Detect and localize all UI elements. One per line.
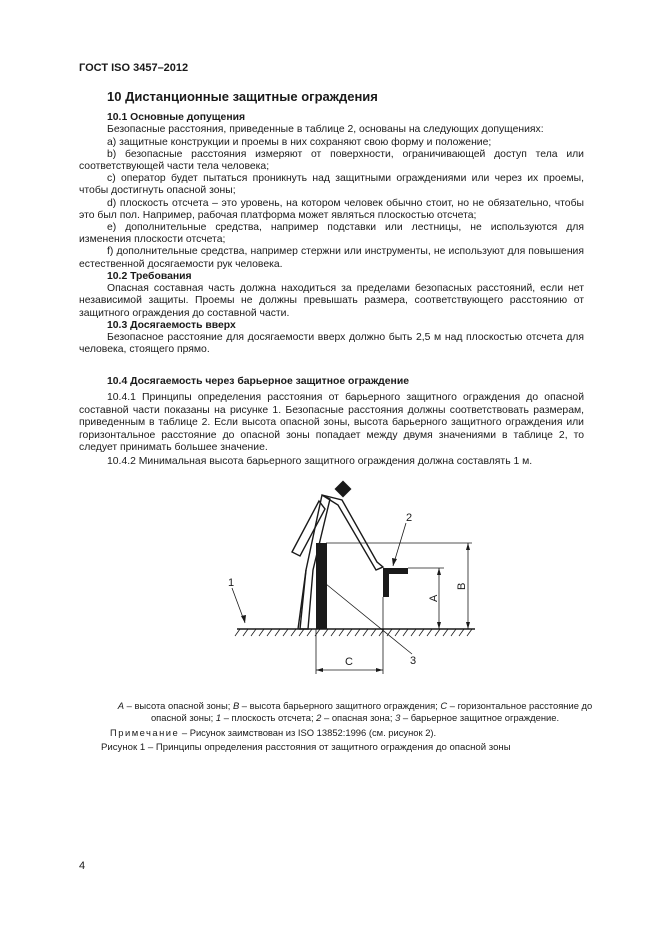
label-1: 1 xyxy=(228,577,235,589)
label-A: A xyxy=(428,594,440,602)
human-figure xyxy=(292,495,383,629)
figure-note xyxy=(110,727,436,738)
legend-C-text-cont: опасной зоны; xyxy=(150,712,216,723)
assumption-d: d) плоскость отсчета – это уровень, на котором человек обычно стоит, но не обязательно, чтобы это был пол. Например, рабочая платформа может являться плоскостью отсчета; xyxy=(79,197,584,221)
para-10-4-1: 10.4.1 Принципы определения расстояния от барьерного защитного ограждения до опасной составной части показаны на рисунке 1. Безопасные расстояния должны соответствовать размерам, приведенным в таблице 2. Если высота опасной зоны, высота барьерного защитного ограждения или горизонтальное расстояние до опасной зоны попадает между двумя значениями в таблице 2, то следует принимать большее значение. xyxy=(79,392,584,454)
legend-A-text: – высота опасной зоны; xyxy=(124,700,233,711)
heading-10-4: 10.4 Досягаемость через барьерное защитное ограждение xyxy=(107,376,409,387)
label-2: 2 xyxy=(406,512,413,524)
label-C: C xyxy=(345,656,353,668)
legend-3-text: – барьерное защитное ограждение. xyxy=(400,712,560,723)
assumption-a: а) защитные конструкции и проемы в них сохраняют свою форму и положение; xyxy=(107,136,492,148)
page-number: 4 xyxy=(79,860,86,872)
heading-10-2: 10.2 Требования xyxy=(107,270,192,282)
para-10-4-2: 10.4.2 Минимальная высота барьерного защитного ограждения должна составлять 1 м. xyxy=(107,456,533,468)
legend-1: 1 xyxy=(215,712,222,723)
label-3: 3 xyxy=(410,655,417,667)
assumption-e: e) дополнительные средства, например подставки или лестницы, не используются для изменения плоскости отсчета; xyxy=(79,222,584,246)
assumption-b: b) безопасные расстояния измеряют от поверхности, ограничивающей доступ тела или соответствующей части тела человека; xyxy=(79,148,584,173)
figure-title: Рисунок 1 – Принципы определения расстояния от защитного ограждения до опасной зоны xyxy=(101,742,511,753)
label-B: B xyxy=(456,582,468,590)
section-title: 10 Дистанционные защитные ограждения xyxy=(107,89,378,104)
note-label: Примечание xyxy=(110,727,180,738)
legend-2-text: – опасная зона; xyxy=(321,712,396,723)
section-10-4 xyxy=(79,376,584,469)
ground-hatching xyxy=(235,629,472,636)
document-header: ГОСТ ISO 3457–2012 xyxy=(79,62,189,74)
human-head xyxy=(335,481,352,498)
legend-3: 3 xyxy=(395,712,401,723)
note-text: – Рисунок заимствован из ISO 13852:1996 (см. рисунок 2). xyxy=(179,727,437,738)
legend-2: 2 xyxy=(316,712,322,723)
barrier-guard xyxy=(316,543,327,629)
legend-1-text: – плоскость отсчета; xyxy=(221,712,317,723)
hazard-zone xyxy=(383,568,408,597)
sections-10-1-to-10-3 xyxy=(79,112,584,357)
legend-A: A xyxy=(117,700,125,711)
assumptions-intro: Безопасные расстояния, приведенные в таблице 2, основаны на следующих допущениях: xyxy=(107,124,544,136)
legend-C: C xyxy=(440,700,448,711)
legend-B: B xyxy=(232,700,240,711)
figure-1-diagram xyxy=(220,478,490,688)
requirements-text: Опасная составная часть должна находиться за пределами безопасных расстояний, если нет независимой защиты. Проемы не должны превышать размера, соответствующего расстоянию от защитного ограждения до составной части. xyxy=(79,283,584,319)
legend-C-text: – горизонтальное расстояние до xyxy=(447,700,593,711)
heading-10-1: 10.1 Основные допущения xyxy=(107,112,246,123)
assumption-f: f) дополнительные средства, например стержни или инструменты, не используют для повышения естественной досягаемости рук человека. xyxy=(79,246,584,270)
reach-up-text: Безопасное расстояние для досягаемости вверх должно быть 2,5 м над плоскостью отсчета для человека, стоящего прямо. xyxy=(79,332,584,356)
heading-10-3: 10.3 Досягаемость вверх xyxy=(107,319,236,331)
figure-legend xyxy=(95,700,615,724)
legend-B-text: – высота барьерного защитного ограждения; xyxy=(239,700,441,711)
assumption-c: c) оператор будет пытаться проникнуть над защитными ограждениями или через их проемы, чтобы достигнуть опасной зоны; xyxy=(79,173,584,197)
